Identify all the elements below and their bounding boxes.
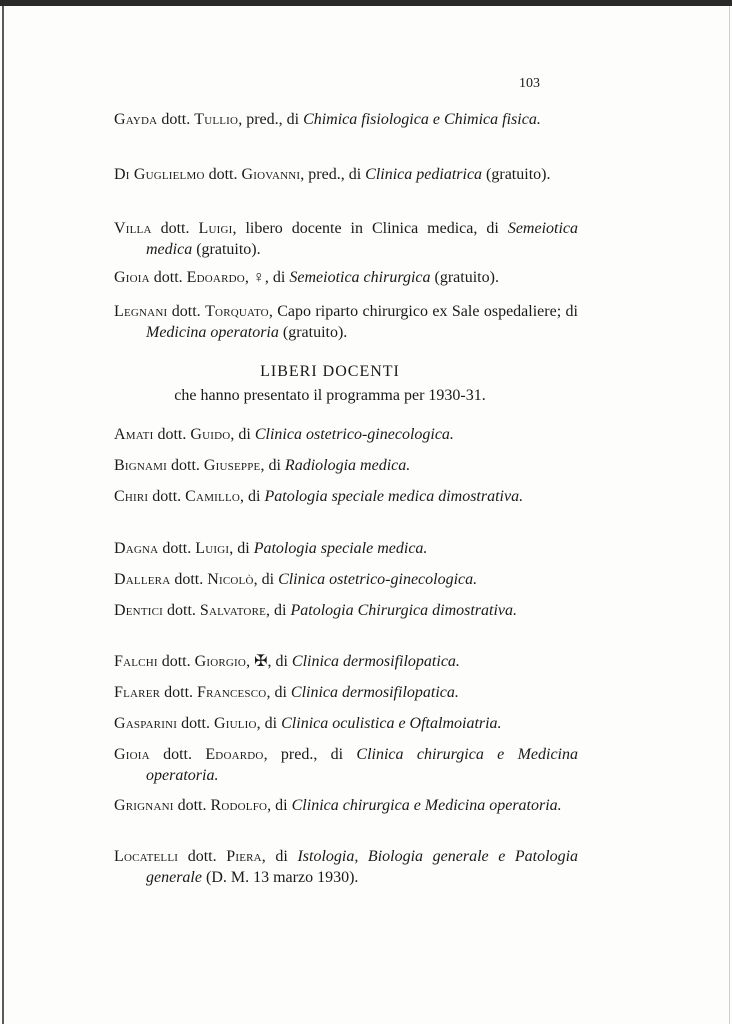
- entry-locatelli: Locatelli dott. Piera, di Istologia, Biologia generale e Patologia generale (D. M. 13 marzo 1930).: [114, 848, 579, 886]
- first-name: Giorgio: [194, 653, 247, 670]
- subject: Clinica chirurgica e Medicina operatoria.: [146, 746, 578, 784]
- subject: Semeiotica medica: [146, 220, 579, 258]
- surname: Falchi: [114, 653, 158, 670]
- first-name: Giovanni: [241, 166, 301, 183]
- subject: Chimica fisiologica e Chimica fisica.: [303, 111, 541, 128]
- subject: Semeiotica chirurgica: [289, 269, 431, 286]
- entry-bignami: Bignami dott. Giuseppe, di Radiologia medica.: [114, 457, 411, 474]
- surname: Gasparini: [114, 715, 178, 732]
- first-name: Rodolfo: [210, 797, 268, 814]
- subject: Clinica ostetrico-ginecologica.: [254, 426, 454, 443]
- surname: Dentici: [114, 602, 164, 619]
- subject: Istologia, Biologia generale e Patologia generale: [146, 848, 579, 886]
- first-name: Guido: [190, 426, 231, 443]
- subject: Clinica dermosifilopatica.: [290, 684, 459, 701]
- subject: Radiologia medica.: [284, 457, 411, 474]
- entry-chiri: Chiri dott. Camillo, di Patologia speciale medica dimostrativa.: [114, 488, 524, 505]
- subject: Clinica ostetrico-ginecologica.: [278, 571, 478, 588]
- page-top-edge: [0, 0, 732, 6]
- entry-flarer: Flarer dott. Francesco, di Clinica dermosifilopatica.: [114, 684, 459, 701]
- first-name: Francesco: [197, 684, 267, 701]
- first-name: Edoardo: [186, 269, 245, 286]
- first-name: Luigi: [198, 220, 233, 237]
- section-heading: LIBERI DOCENTI: [260, 363, 400, 380]
- first-name: Edoardo: [205, 746, 264, 763]
- subject: Clinica pediatrica: [365, 166, 483, 183]
- entry-amati: Amati dott. Guido, di Clinica ostetrico-ginecologica.: [114, 426, 454, 443]
- first-name: Salvatore: [199, 602, 267, 619]
- first-name: Piera: [226, 848, 262, 865]
- first-name: Giuseppe: [203, 457, 261, 474]
- surname: Dagna: [114, 540, 159, 557]
- page-left-edge: [2, 6, 4, 1024]
- entry-villa: Villa dott. Luigi, libero docente in Clinica medica, di Semeiotica medica (gratuito).: [114, 220, 579, 258]
- surname: Gayda: [114, 111, 158, 128]
- first-name: Nicolò: [207, 571, 254, 588]
- entry-gioia-2: Gioia dott. Edoardo, pred., di Clinica chirurgica e Medicina operatoria.: [114, 746, 578, 784]
- surname: Legnani: [114, 303, 168, 320]
- subject: Patologia speciale medica.: [253, 540, 428, 557]
- surname: Grignani: [114, 797, 174, 814]
- entry-di-guglielmo: Di Guglielmo dott. Giovanni, pred., di Clinica pediatrica (gratuito).: [114, 166, 551, 183]
- entry-gioia-1: Gioia dott. Edoardo, ♀, di Semeiotica chirurgica (gratuito).: [114, 269, 499, 286]
- surname: Amati: [114, 426, 154, 443]
- surname: Gioia: [114, 269, 150, 286]
- subject: Clinica oculistica e Oftalmoiatria.: [281, 715, 502, 732]
- entry-dagna: Dagna dott. Luigi, di Patologia speciale medica.: [114, 540, 428, 557]
- surname: Flarer: [114, 684, 161, 701]
- surname: Bignami: [114, 457, 168, 474]
- page-right-edge: [729, 6, 730, 1024]
- surname: Chiri: [114, 488, 149, 505]
- first-name: Giulio: [213, 715, 257, 732]
- entry-grignani: Grignani dott. Rodolfo, di Clinica chirurgica e Medicina operatoria.: [114, 797, 562, 814]
- entry-falchi: Falchi dott. Giorgio, ✠, di Clinica dermosifilopatica.: [114, 653, 460, 670]
- surname: Villa: [114, 220, 152, 237]
- first-name: Luigi: [195, 540, 230, 557]
- subject: Medicina operatoria: [146, 324, 279, 341]
- subject: Patologia speciale medica dimostrativa.: [264, 488, 524, 505]
- entry-legnani: Legnani dott. Torquato, Capo riparto chirurgico ex Sale ospedaliere; di Medicina operatoria (gratuito).: [114, 303, 579, 341]
- subject: Clinica chirurgica e Medicina operatoria.: [291, 797, 562, 814]
- subject: Clinica dermosifilopatica.: [291, 653, 460, 670]
- first-name: Camillo: [185, 488, 241, 505]
- page-number: 103: [519, 76, 540, 91]
- first-name: Tullio: [194, 111, 239, 128]
- surname: Locatelli: [114, 848, 179, 865]
- entry-dentici: Dentici dott. Salvatore, di Patologia Chirurgica dimostrativa.: [114, 602, 518, 619]
- first-name: Torquato: [205, 303, 269, 320]
- surname: Gioia: [114, 746, 150, 763]
- section-subheading: che hanno presentato il programma per 1930-31.: [174, 387, 486, 404]
- entry-gayda: Gayda dott. Tullio, pred., di Chimica fisiologica e Chimica fisica.: [114, 111, 541, 128]
- entry-dallera: Dallera dott. Nicolò, di Clinica ostetrico-ginecologica.: [114, 571, 478, 588]
- surname: Dallera: [114, 571, 171, 588]
- entry-gasparini: Gasparini dott. Giulio, di Clinica oculistica e Oftalmoiatria.: [114, 715, 502, 732]
- subject: Patologia Chirurgica dimostrativa.: [290, 602, 518, 619]
- surname: Di Guglielmo: [114, 166, 205, 183]
